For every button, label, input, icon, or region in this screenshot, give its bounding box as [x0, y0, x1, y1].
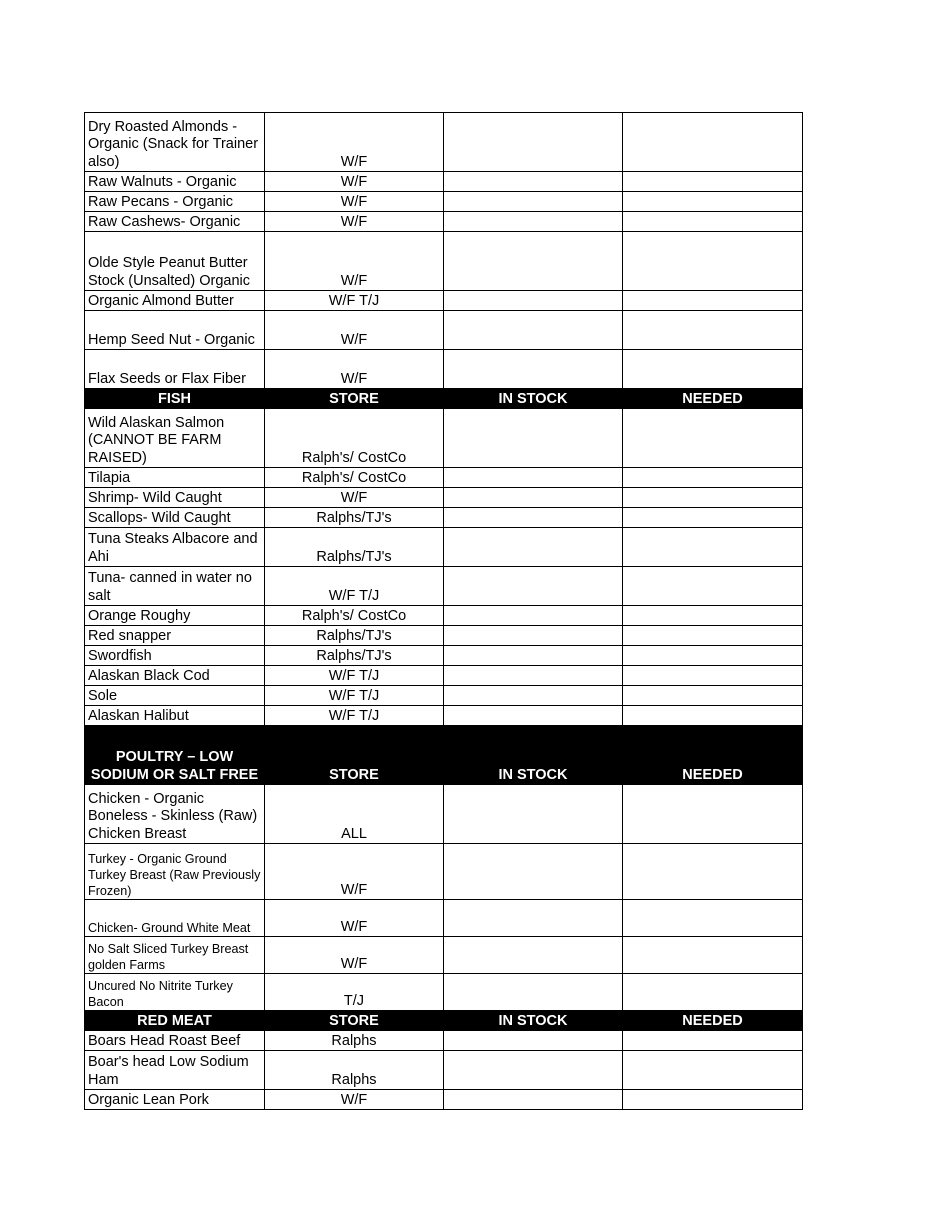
item-name: Chicken - Organic Boneless - Skinless (Raw) Chicken Breast: [85, 785, 265, 844]
needed-cell: [623, 508, 803, 528]
item-store: Ralphs/TJ's: [265, 508, 444, 528]
item-row: [85, 409, 803, 468]
section-header-row: [85, 389, 803, 409]
needed-cell: [623, 232, 803, 291]
item-row: [85, 974, 803, 1011]
needed-cell: [623, 646, 803, 666]
in-stock-cell: [444, 1090, 623, 1110]
item-name: Uncured No Nitrite Turkey Bacon: [85, 974, 265, 1011]
item-row: [85, 113, 803, 172]
item-store: W/F: [265, 212, 444, 232]
in-stock-header: IN STOCK: [444, 389, 623, 409]
needed-cell: [623, 785, 803, 844]
item-name: Organic Lean Pork: [85, 1090, 265, 1110]
item-store: Ralphs: [265, 1031, 444, 1051]
item-store: W/F: [265, 1090, 444, 1110]
item-name: Boars Head Roast Beef: [85, 1031, 265, 1051]
item-row: [85, 291, 803, 311]
item-store: W/F T/J: [265, 666, 444, 686]
needed-cell: [623, 1090, 803, 1110]
needed-cell: [623, 606, 803, 626]
in-stock-cell: [444, 1051, 623, 1090]
item-row: [85, 785, 803, 844]
item-row: [85, 686, 803, 706]
item-store: W/F: [265, 113, 444, 172]
item-store: ALL: [265, 785, 444, 844]
item-row: [85, 1051, 803, 1090]
item-row: [85, 626, 803, 646]
needed-header: NEEDED: [623, 726, 803, 785]
item-row: [85, 488, 803, 508]
needed-cell: [623, 1031, 803, 1051]
store-header: STORE: [265, 1011, 444, 1031]
needed-cell: [623, 311, 803, 350]
in-stock-cell: [444, 706, 623, 726]
item-name: Turkey - Organic Ground Turkey Breast (Raw Previously Frozen): [85, 844, 265, 900]
needed-cell: [623, 937, 803, 974]
item-row: [85, 666, 803, 686]
in-stock-cell: [444, 311, 623, 350]
section-header-row: [85, 726, 803, 785]
item-name: Organic Almond Butter: [85, 291, 265, 311]
item-store: W/F: [265, 844, 444, 900]
item-row: [85, 606, 803, 626]
needed-cell: [623, 409, 803, 468]
in-stock-cell: [444, 113, 623, 172]
item-name: Tilapia: [85, 468, 265, 488]
item-row: [85, 844, 803, 900]
in-stock-cell: [444, 974, 623, 1011]
item-name: Tuna- canned in water no salt: [85, 567, 265, 606]
in-stock-cell: [444, 212, 623, 232]
item-store: Ralphs: [265, 1051, 444, 1090]
needed-cell: [623, 626, 803, 646]
item-name: Tuna Steaks Albacore and Ahi: [85, 528, 265, 567]
item-name: Sole: [85, 686, 265, 706]
grocery-list-table: [84, 112, 803, 1110]
item-name: Raw Cashews- Organic: [85, 212, 265, 232]
item-row: [85, 528, 803, 567]
item-row: [85, 192, 803, 212]
item-store: W/F: [265, 172, 444, 192]
section-title: FISH: [85, 389, 265, 409]
item-name: Flax Seeds or Flax Fiber: [85, 350, 265, 389]
item-row: [85, 1090, 803, 1110]
item-row: [85, 646, 803, 666]
item-row: [85, 567, 803, 606]
item-name: Shrimp- Wild Caught: [85, 488, 265, 508]
item-store: W/F T/J: [265, 686, 444, 706]
item-name: No Salt Sliced Turkey Breast golden Farms: [85, 937, 265, 974]
item-store: Ralph's/ CostCo: [265, 409, 444, 468]
item-row: [85, 508, 803, 528]
needed-cell: [623, 666, 803, 686]
item-store: Ralph's/ CostCo: [265, 606, 444, 626]
needed-cell: [623, 844, 803, 900]
item-store: Ralphs/TJ's: [265, 646, 444, 666]
item-store: W/F: [265, 900, 444, 937]
in-stock-cell: [444, 508, 623, 528]
section-header-row: [85, 1011, 803, 1031]
in-stock-cell: [444, 232, 623, 291]
item-store: Ralphs/TJ's: [265, 626, 444, 646]
in-stock-cell: [444, 900, 623, 937]
in-stock-cell: [444, 686, 623, 706]
needed-cell: [623, 1051, 803, 1090]
item-name: Alaskan Black Cod: [85, 666, 265, 686]
item-store: W/F: [265, 350, 444, 389]
needed-cell: [623, 468, 803, 488]
needed-cell: [623, 974, 803, 1011]
item-name: Raw Pecans - Organic: [85, 192, 265, 212]
item-row: [85, 1031, 803, 1051]
item-row: [85, 311, 803, 350]
item-row: [85, 350, 803, 389]
needed-cell: [623, 212, 803, 232]
item-name: Boar's head Low Sodium Ham: [85, 1051, 265, 1090]
in-stock-cell: [444, 646, 623, 666]
grocery-list-body: [85, 113, 803, 1110]
needed-header: NEEDED: [623, 1011, 803, 1031]
item-name: Alaskan Halibut: [85, 706, 265, 726]
item-store: T/J: [265, 974, 444, 1011]
item-store: W/F T/J: [265, 706, 444, 726]
needed-cell: [623, 488, 803, 508]
item-store: W/F T/J: [265, 567, 444, 606]
store-header: STORE: [265, 726, 444, 785]
needed-cell: [623, 172, 803, 192]
needed-cell: [623, 686, 803, 706]
item-store: W/F: [265, 311, 444, 350]
item-name: Dry Roasted Almonds - Organic (Snack for Trainer also): [85, 113, 265, 172]
in-stock-cell: [444, 666, 623, 686]
item-name: Chicken- Ground White Meat: [85, 900, 265, 937]
in-stock-cell: [444, 468, 623, 488]
in-stock-cell: [444, 528, 623, 567]
needed-cell: [623, 291, 803, 311]
needed-cell: [623, 113, 803, 172]
in-stock-cell: [444, 844, 623, 900]
needed-header: NEEDED: [623, 389, 803, 409]
in-stock-header: IN STOCK: [444, 726, 623, 785]
item-store: W/F T/J: [265, 291, 444, 311]
item-row: [85, 212, 803, 232]
store-header: STORE: [265, 389, 444, 409]
in-stock-cell: [444, 606, 623, 626]
in-stock-cell: [444, 626, 623, 646]
in-stock-cell: [444, 488, 623, 508]
item-name: Swordfish: [85, 646, 265, 666]
section-title: POULTRY – LOW SODIUM OR SALT FREE: [85, 726, 265, 785]
item-store: Ralphs/TJ's: [265, 528, 444, 567]
needed-cell: [623, 567, 803, 606]
item-name: Orange Roughy: [85, 606, 265, 626]
needed-cell: [623, 192, 803, 212]
item-row: [85, 232, 803, 291]
item-name: Raw Walnuts - Organic: [85, 172, 265, 192]
item-row: [85, 172, 803, 192]
in-stock-cell: [444, 192, 623, 212]
section-title: RED MEAT: [85, 1011, 265, 1031]
item-store: Ralph's/ CostCo: [265, 468, 444, 488]
item-name: Scallops- Wild Caught: [85, 508, 265, 528]
item-name: Olde Style Peanut Butter Stock (Unsalted) Organic: [85, 232, 265, 291]
item-row: [85, 900, 803, 937]
in-stock-cell: [444, 172, 623, 192]
needed-cell: [623, 350, 803, 389]
item-store: W/F: [265, 192, 444, 212]
item-store: W/F: [265, 937, 444, 974]
in-stock-cell: [444, 350, 623, 389]
item-name: Hemp Seed Nut - Organic: [85, 311, 265, 350]
in-stock-cell: [444, 937, 623, 974]
item-store: W/F: [265, 488, 444, 508]
in-stock-header: IN STOCK: [444, 1011, 623, 1031]
in-stock-cell: [444, 291, 623, 311]
needed-cell: [623, 900, 803, 937]
in-stock-cell: [444, 567, 623, 606]
item-store: W/F: [265, 232, 444, 291]
item-name: Red snapper: [85, 626, 265, 646]
in-stock-cell: [444, 785, 623, 844]
item-row: [85, 706, 803, 726]
needed-cell: [623, 528, 803, 567]
in-stock-cell: [444, 409, 623, 468]
item-row: [85, 937, 803, 974]
in-stock-cell: [444, 1031, 623, 1051]
item-row: [85, 468, 803, 488]
item-name: Wild Alaskan Salmon (CANNOT BE FARM RAISED): [85, 409, 265, 468]
needed-cell: [623, 706, 803, 726]
